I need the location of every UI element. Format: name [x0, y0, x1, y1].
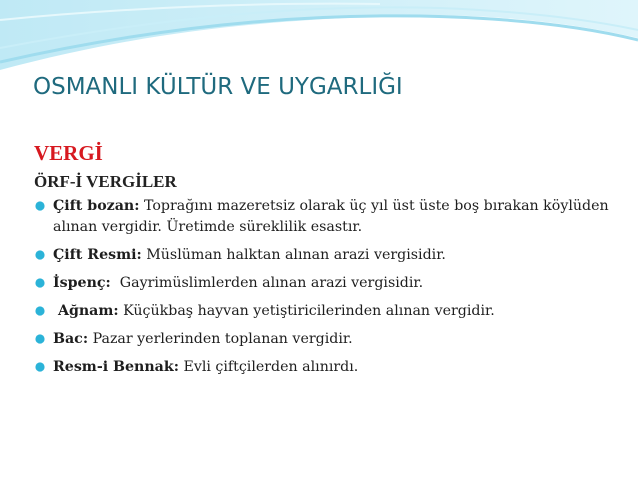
slide-title: OSMANLI KÜLTÜR VE UYGARLIĞI: [33, 74, 403, 100]
list-item: [34, 357, 614, 378]
list-item-term: Bac:: [53, 331, 89, 347]
list-item: [34, 273, 614, 294]
list-item-term: Resm-i Bennak:: [53, 359, 179, 375]
list-item-desc: Toprağını mazeretsiz olarak üç yıl üst üste boş bırakan köylüden alınan vergidir. Üretimde süreklilik esastır.: [53, 198, 609, 235]
list-item-term: Çift Resmi:: [53, 247, 142, 263]
list-item-term: Çift bozan:: [53, 198, 140, 214]
list-item-desc: Müslüman halktan alınan arazi vergisidir.: [141, 247, 446, 263]
bullet-icon: [34, 200, 46, 212]
list-item: [34, 196, 614, 238]
list-item-term: İspenç:: [53, 275, 111, 291]
bullet-icon: [34, 249, 46, 261]
list-item-desc: Küçükbaş hayvan yetiştiricilerinden alınan vergidir.: [118, 303, 495, 319]
list-item-desc: Pazar yerlerinden toplanan vergidir.: [88, 331, 353, 347]
bullet-icon: [34, 361, 46, 373]
bullet-icon: [34, 305, 46, 317]
list-item-desc: Evli çiftçilerden alınırdı.: [178, 359, 359, 375]
tax-list: [34, 196, 614, 378]
bullet-icon: [34, 277, 46, 289]
header-wave-decoration: [0, 0, 638, 80]
bullet-icon: [34, 333, 46, 345]
list-item-term: Ağnam:: [53, 303, 119, 319]
list-item: [34, 329, 614, 350]
slide-body: [34, 141, 614, 385]
list-item-desc: Gayrimüslimlerden alınan arazi vergisidir.: [110, 275, 424, 291]
section-heading: VERGİ: [34, 141, 103, 165]
section-subheading: ÖRF-İ VERGİLER: [34, 172, 177, 191]
list-item: [34, 245, 614, 266]
list-item: [34, 301, 614, 322]
